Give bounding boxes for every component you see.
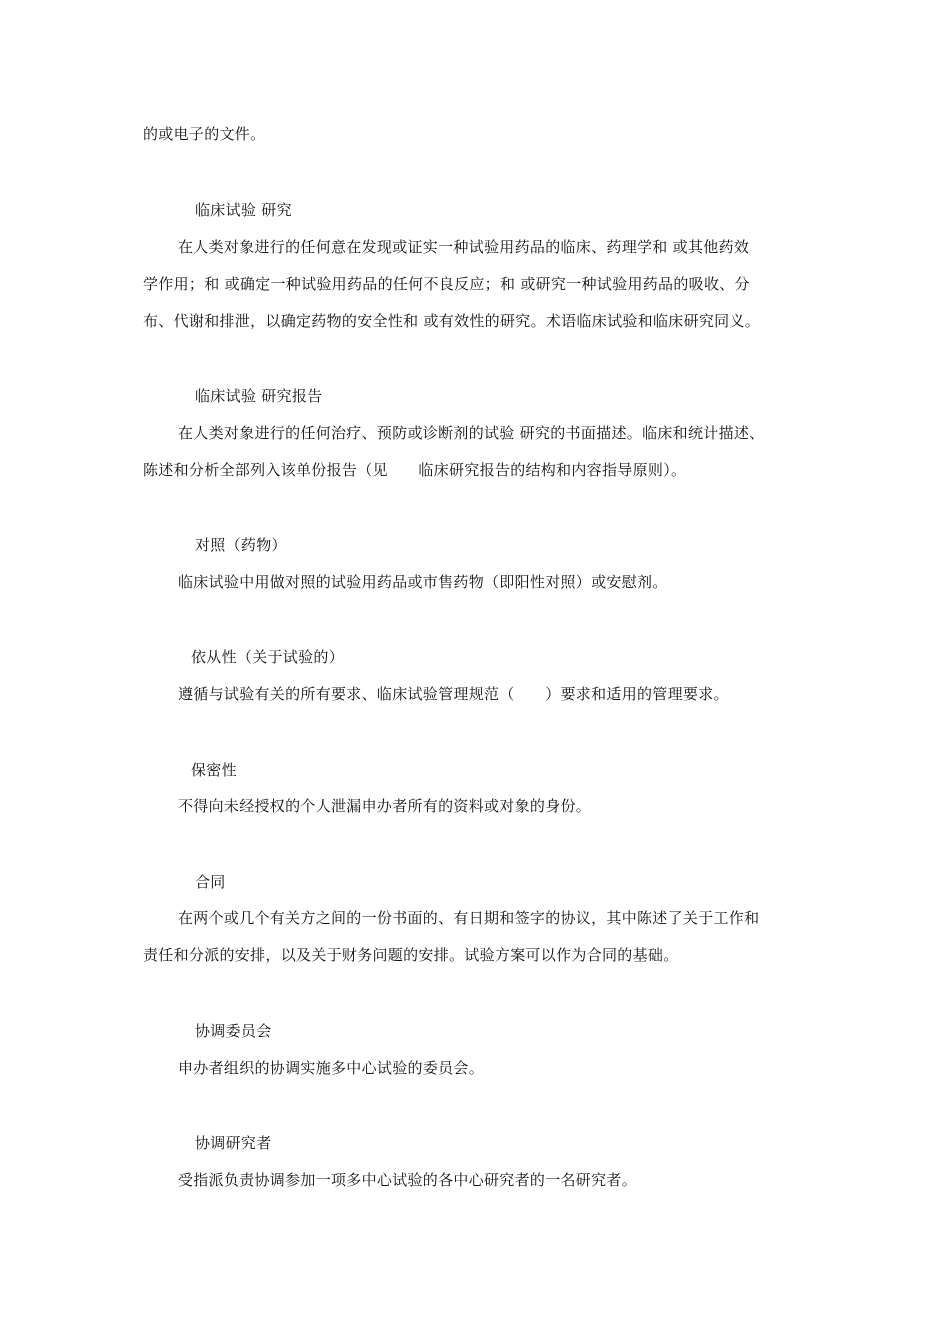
term-heading: 临床试验 研究报告: [195, 387, 323, 405]
term-heading: 对照（药物）: [195, 536, 287, 554]
definition-line: 学作用；和 或确定一种试验用药品的任何不良反应；和 或研究一种试验用药品的吸收、分: [143, 275, 750, 293]
term-heading: 依从性（关于试验的）: [191, 648, 345, 666]
definition-line: 遵循与试验有关的所有要求、临床试验管理规范（ ）要求和适用的管理要求。: [178, 685, 729, 703]
definition-line: 在两个或几个有关方之间的一份书面的、有日期和签字的协议，其中陈述了关于工作和: [178, 909, 760, 927]
definition-line: 布、代谢和排泄，以确定药物的安全性和 或有效性的研究。术语临床试验和临床研究同义。: [143, 312, 761, 330]
definition-line: 在人类对象进行的任何意在发现或证实一种试验用药品的临床、药理学和 或其他药效: [178, 238, 750, 256]
definition-line: 不得向未经授权的个人泄漏申办者所有的资料或对象的身份。: [178, 797, 592, 815]
term-heading: 协调委员会: [195, 1022, 272, 1040]
term-heading: 保密性: [191, 761, 237, 779]
definition-line: 受指派负责协调参加一项多中心试验的各中心研究者的一名研究者。: [178, 1171, 638, 1189]
definition-line: 陈述和分析全部列入该单份报告（见 临床研究报告的结构和内容指导原则）。: [143, 461, 687, 479]
definition-line: 责任和分派的安排，以及关于财务问题的安排。试验方案可以作为合同的基础。: [143, 946, 679, 964]
term-heading: 协调研究者: [195, 1134, 272, 1152]
definition-line: 在人类对象进行的任何治疗、预防或诊断剂的试验 研究的书面描述。临床和统计描述、: [178, 424, 765, 442]
definition-line: 临床试验中用做对照的试验用药品或市售药物（即阳性对照）或安慰剂。: [178, 573, 668, 591]
definition-line: 申办者组织的协调实施多中心试验的委员会。: [178, 1059, 485, 1077]
intro-tail-text: 的或电子的文件。: [143, 125, 266, 143]
term-heading: 合同: [195, 873, 226, 891]
term-heading: 临床试验 研究: [195, 201, 292, 219]
